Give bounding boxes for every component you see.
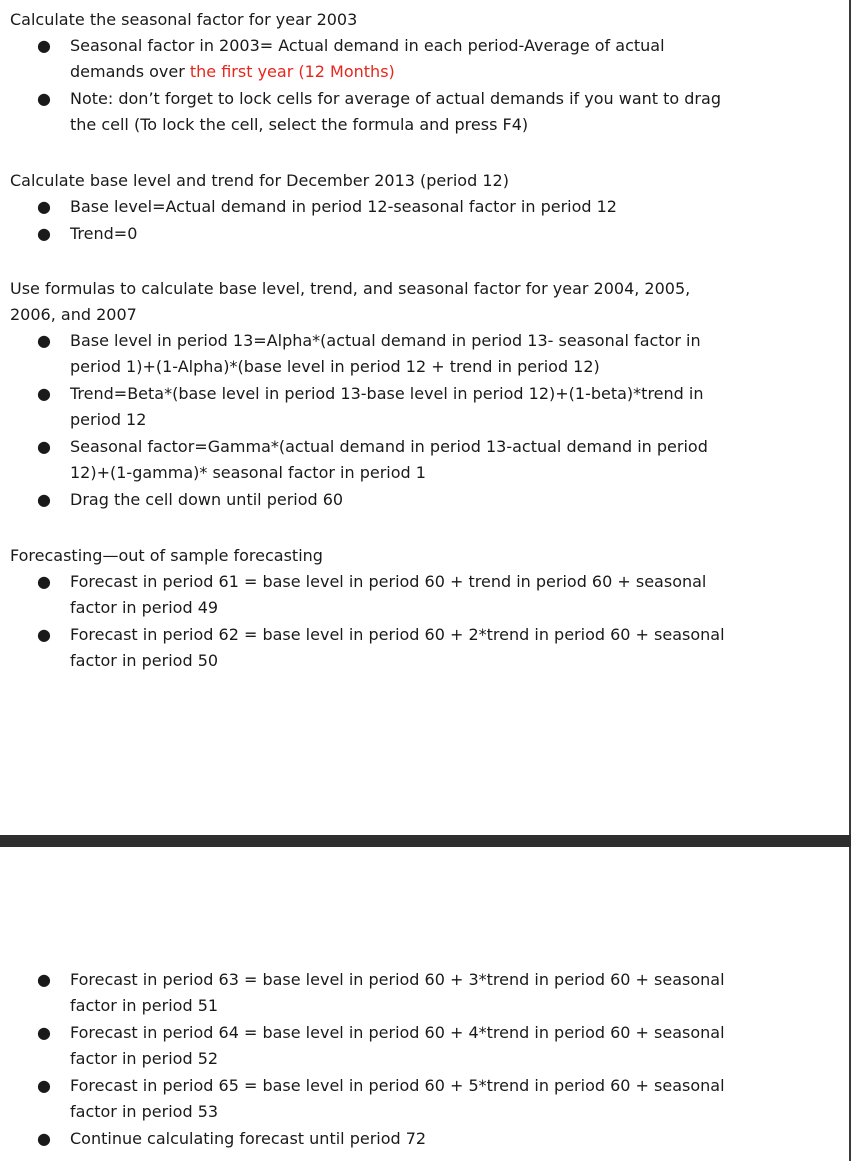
bullet-icon: ● [37,572,51,591]
bullet-list [10,967,730,1152]
heading-base-level-trend: Calculate base level and trend for December 2013 (period 12) [10,171,509,190]
list-item-text: Forecast in period 65 = base level in period 60 + 5*trend in period 60 + seasonal factor in period 53 [70,1076,725,1121]
list-item-text: Base level in period 13=Alpha*(actual demand in period 13- seasonal factor in period 1)+(1-Alpha)*(base level in period 12 + trend in period 12) [70,331,701,376]
list-item [10,1073,730,1125]
list-item [10,1126,730,1152]
highlighted-text: the first year (12 Months) [189,62,395,81]
heading-formulas: Use formulas to calculate base level, trend, and seasonal factor for year 2004, 2005, 2006, and 2007 [10,279,691,324]
heading-seasonal-factor-2003: Calculate the seasonal factor for year 2003 [10,10,358,29]
list-item [10,487,730,513]
section-forecasting [10,543,730,675]
list-item-text: Trend=Beta*(base level in period 13-base level in period 12)+(1-beta)*trend in period 12 [70,384,704,429]
list-item-text: Forecast in period 63 = base level in period 60 + 3*trend in period 60 + seasonal factor in period 51 [70,970,725,1015]
bullet-icon: ● [37,1023,51,1042]
bullet-list [10,328,730,513]
bullet-icon: ● [37,1076,51,1095]
list-item-text: Seasonal factor in 2003= Actual demand in each period-Average of actual demands over [70,36,665,81]
list-item [10,1020,730,1072]
list-item-text: Forecast in period 62 = base level in period 60 + 2*trend in period 60 + seasonal factor in period 50 [70,625,725,670]
bullet-icon: ● [37,625,51,644]
bullet-icon: ● [37,437,51,456]
section-base-level-trend [10,168,730,248]
list-item [10,967,730,1019]
list-item-text: Base level=Actual demand in period 12-seasonal factor in period 12 [70,197,617,216]
list-item [10,33,730,85]
list-item [10,381,730,433]
bullet-icon: ● [37,1129,51,1148]
bullet-icon: ● [37,331,51,350]
bullet-icon: ● [37,36,51,55]
list-item [10,86,730,138]
list-item-text: Drag the cell down until period 60 [70,490,344,509]
bullet-icon: ● [37,384,51,403]
bullet-icon: ● [37,197,51,216]
list-item [10,569,730,621]
page-divider [0,835,851,847]
list-item [10,221,730,247]
list-item [10,622,730,674]
bullet-icon: ● [37,89,51,108]
list-item-text: Trend=0 [70,224,138,243]
bullet-icon: ● [37,224,51,243]
list-item-text: Note: don’t forget to lock cells for average of actual demands if you want to drag the cell (To lock the cell, select the formula and press F4) [70,89,721,134]
bullet-list [10,33,730,138]
list-item-text: Forecast in period 64 = base level in period 60 + 4*trend in period 60 + seasonal factor in period 52 [70,1023,725,1068]
bullet-list [10,569,730,674]
list-item-text: Seasonal factor=Gamma*(actual demand in period 13-actual demand in period 12)+(1-gamma)* seasonal factor in period 1 [70,437,708,482]
document-page-bottom [0,847,851,1161]
list-item [10,328,730,380]
section-forecasting-continued [10,967,730,1153]
list-item-text: Forecast in period 61 = base level in period 60 + trend in period 60 + seasonal factor in period 49 [70,572,707,617]
bullet-list [10,194,730,247]
heading-forecasting: Forecasting—out of sample forecasting [10,546,323,565]
bullet-icon: ● [37,970,51,989]
bullet-icon: ● [37,490,51,509]
list-item [10,434,730,486]
section-formulas [10,276,730,514]
section-seasonal-factor-2003 [10,7,730,139]
list-item-text: Continue calculating forecast until period 72 [70,1129,427,1148]
list-item [10,194,730,220]
